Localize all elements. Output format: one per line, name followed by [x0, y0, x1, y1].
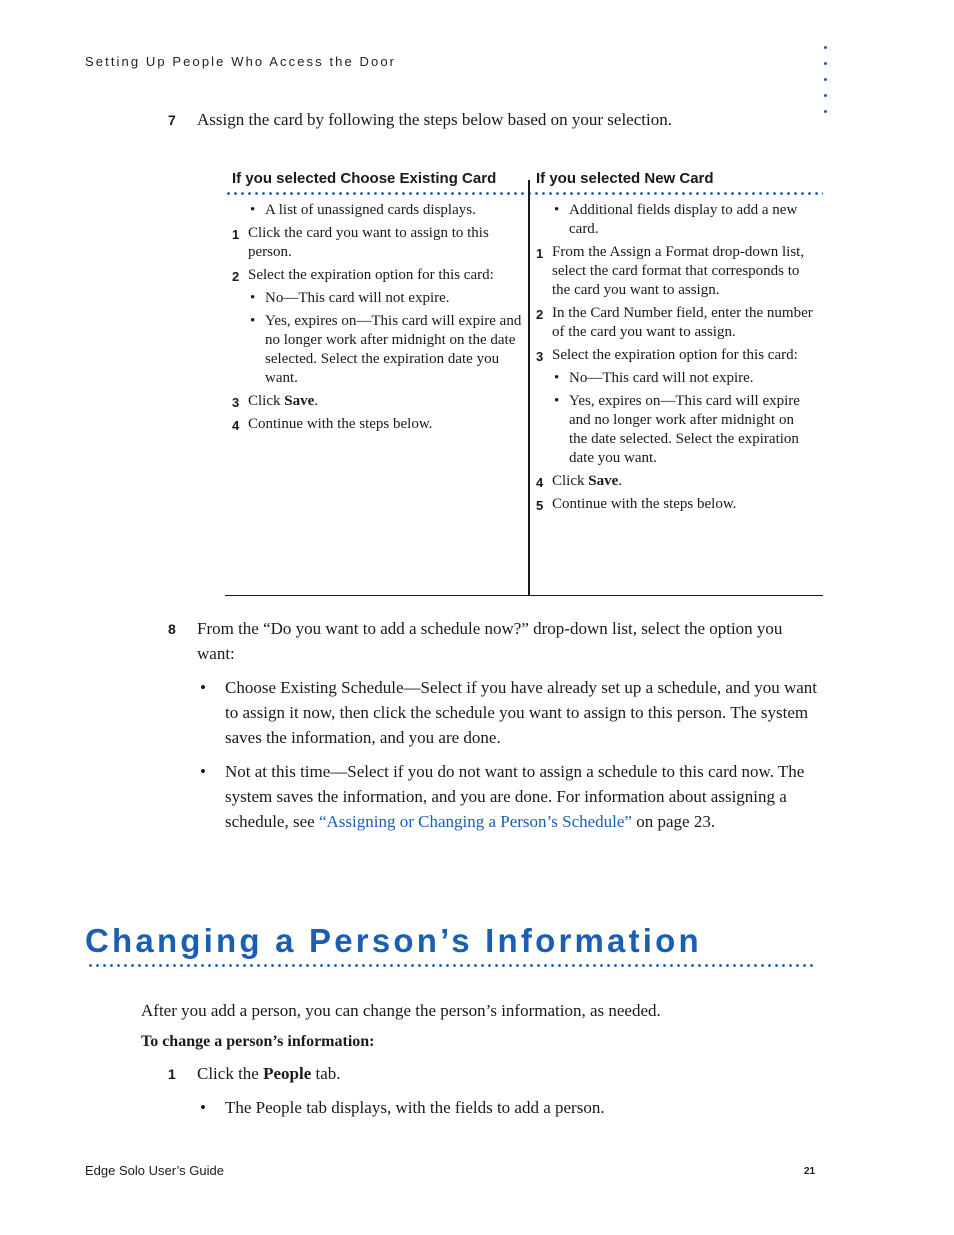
- step-1-text: Click the People tab.: [197, 1064, 341, 1083]
- list-item: 4 Continue with the steps below.: [232, 416, 433, 433]
- step-7-text: Assign the card by following the steps below based on your selection.: [197, 110, 672, 129]
- step-1-number: 1: [168, 1066, 176, 1082]
- list-item: 5 Continue with the steps below.: [536, 496, 737, 513]
- step-8-bullet-not-now: Not at this time—Select if you do not want to assign a schedule to this card now. The system saves the information, and you are done. For information about assigning a schedule, see “Assigning or Changing a Person’s Schedule” on page 23.: [225, 762, 805, 831]
- list-item: 1 Click the card you want to assign to this person.: [232, 225, 489, 260]
- step-8-number: 8: [168, 621, 176, 637]
- running-header: Setting Up People Who Access the Door: [85, 54, 397, 69]
- save-label: Save: [284, 393, 315, 409]
- left-column-content: [232, 201, 522, 438]
- list-item: • No—This card will not expire.: [250, 290, 450, 306]
- save-label: Save: [588, 473, 619, 489]
- step-8-text: From the “Do you want to add a schedule now?” drop-down list, select the option you want:: [197, 619, 783, 663]
- right-column-header: If you selected New Card: [536, 170, 714, 187]
- left-column-header: If you selected Choose Existing Card: [232, 170, 497, 187]
- footer-guide-title: Edge Solo User’s Guide: [85, 1163, 224, 1178]
- page-number: 21: [804, 1166, 816, 1177]
- bullet-icon: •: [200, 678, 206, 697]
- card-options-table: [225, 168, 823, 596]
- column-divider: [528, 180, 530, 595]
- step-8-bullet-existing: Choose Existing Schedule—Select if you have already set up a schedule, and you want to assign it now, then click the schedule you want to assign to this person. The system saves the information, and you are done.: [225, 678, 818, 747]
- bullet-icon: •: [200, 1098, 206, 1117]
- table-bottom-rule: [225, 595, 823, 596]
- list-item: • Yes, expires on—This card will expire and no longer work after midnight on the date selected. Select the expiration date you want.: [250, 313, 522, 386]
- header-dotted-rule: [225, 192, 823, 195]
- section-heading: Changing a Person’s Information: [85, 922, 702, 959]
- list-item: 2 Select the expiration option for this card:: [232, 267, 494, 284]
- section-intro: After you add a person, you can change the person’s information, as needed.: [141, 1001, 661, 1020]
- side-dot-ornament: [822, 46, 830, 126]
- list-item: • No—This card will not expire.: [554, 370, 754, 386]
- people-tab-label: People: [263, 1064, 312, 1083]
- list-item: 2 In the Card Number field, enter the number of the card you want to assign.: [536, 305, 813, 340]
- list-item: 3 Select the expiration option for this card:: [536, 347, 798, 364]
- step-7-number: 7: [168, 112, 176, 128]
- list-item: 3 Click Save.: [232, 393, 318, 410]
- right-column-content: [536, 201, 816, 518]
- list-item: • A list of unassigned cards displays.: [250, 202, 476, 218]
- procedure-title: To change a person’s information:: [141, 1033, 375, 1050]
- list-item: 1 From the Assign a Format drop-down list, select the card format that corresponds to the card you want to assign.: [536, 244, 805, 298]
- bullet-icon: •: [200, 762, 206, 781]
- heading-dotted-rule: [87, 964, 815, 967]
- list-item: • Additional fields display to add a new card.: [554, 202, 798, 237]
- schedule-cross-reference-link[interactable]: “Assigning or Changing a Person’s Schedule”: [318, 812, 632, 831]
- list-item: • Yes, expires on—This card will expire and no longer work after midnight on the date selected. Select the expiration date you want.: [554, 393, 800, 466]
- step-1-bullet: The People tab displays, with the fields to add a person.: [225, 1098, 605, 1117]
- list-item: 4 Click Save.: [536, 473, 622, 490]
